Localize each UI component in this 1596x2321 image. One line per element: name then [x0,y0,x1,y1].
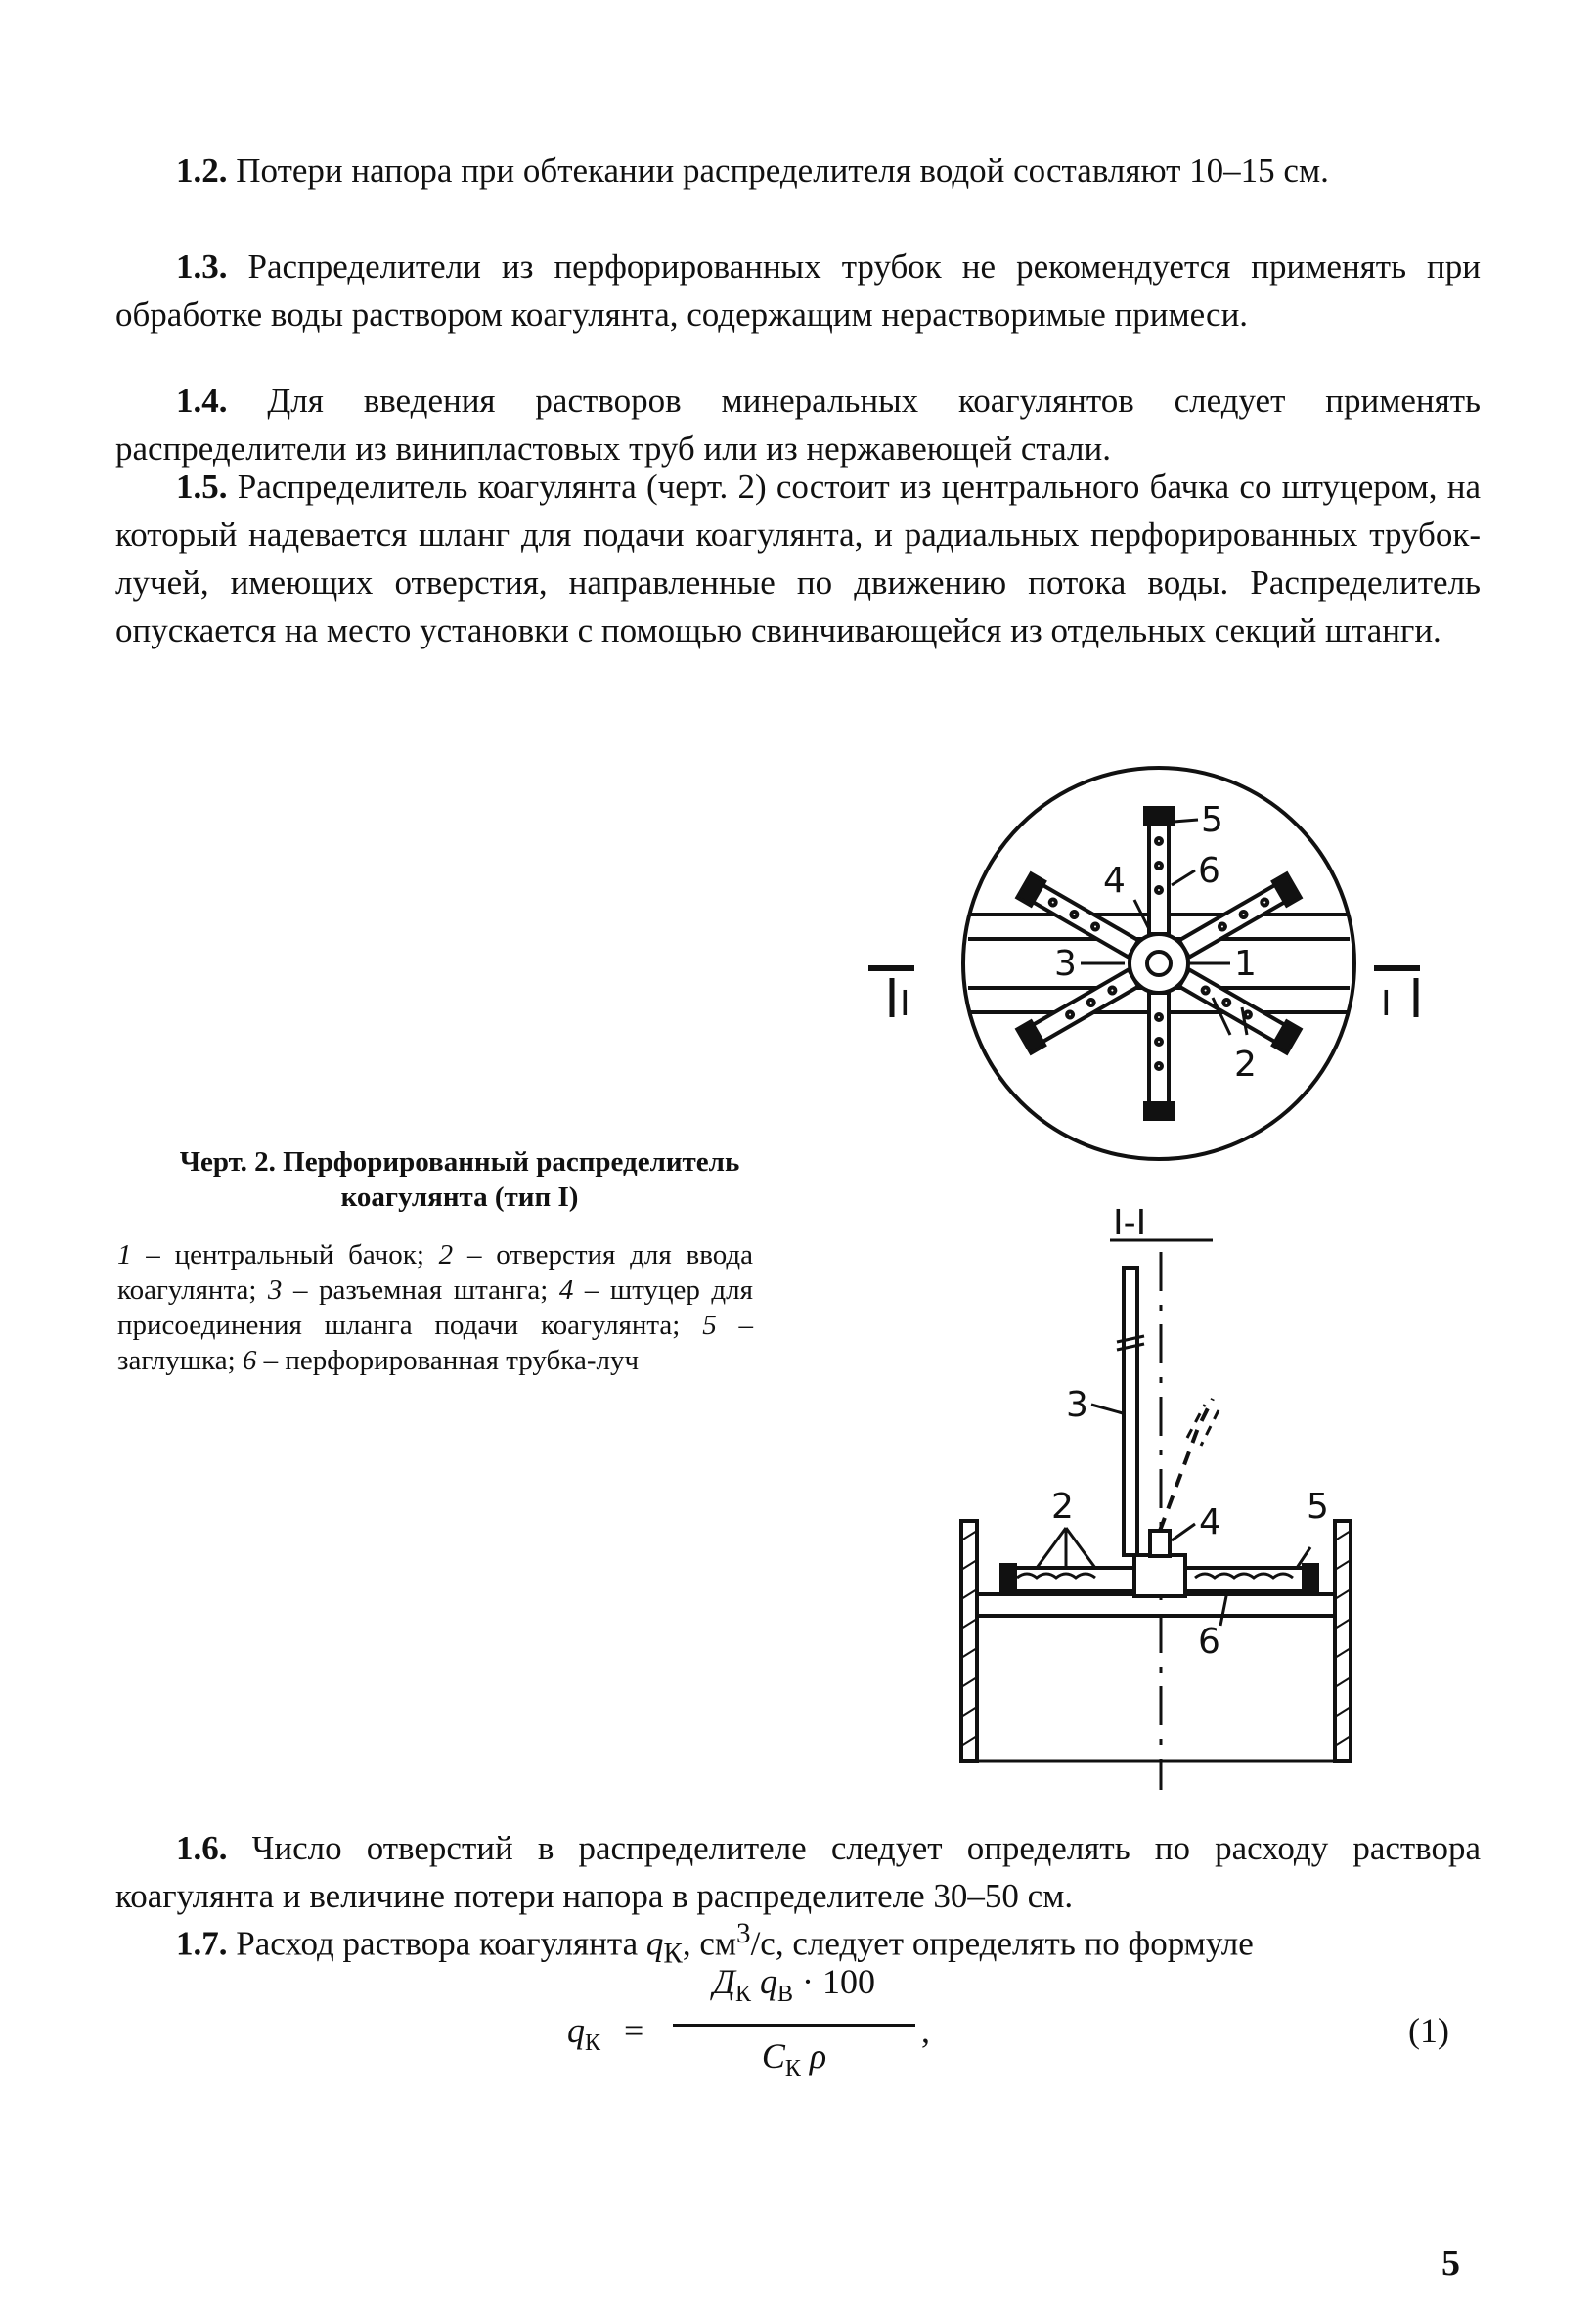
plan-label-6: 6 [1198,851,1220,891]
formula-1: $q_К$ = $Д_К$ $q_В \cdot 100$ $С_К$ ρ , [567,1962,930,2082]
figure-caption-title: Черт. 2. Перфорированный распределитель коагулянта (тип I) [179,1146,740,1213]
section-label-5: 5 [1307,1487,1329,1527]
central-tank-inner [1147,952,1171,975]
paragraph-1-5: 1.5. Распределитель коагулянта (черт. 2) состоит из центрального бачка со штуцером, на который надевается шланг для подачи коагулянта, и радиальных перфорированных трубок-лучей, имеющих отверстия, направленные по движению потока воды. Распределитель опускается на место установки с помощью свинчивающейся из отдельных секций штанги. [115,468,1481,649]
section-view [961,1252,1351,1790]
section-label-2: 2 [1051,1487,1074,1527]
paragraph-1-4: 1.4. Для введения растворов минеральных коагулянтов следует применять распределители из винипластовых труб или из нержавеющей стали. [115,381,1482,468]
formula-denominator: $С_К$ ρ [761,2036,827,2082]
plan-label-1: 1 [1234,944,1257,984]
plug-bottom [1145,1103,1173,1119]
wall-left [961,1521,977,1761]
wall-right [1335,1521,1351,1761]
ray-right [1185,1568,1317,1591]
ray-left [1005,1568,1137,1591]
plan-label-5: 5 [1201,800,1223,840]
section-mark-right: I [1381,984,1392,1024]
section-label-6: 6 [1198,1622,1220,1662]
page-number: 5 [1441,2243,1460,2284]
plug-left [1001,1565,1015,1594]
figure-caption-legend: 1 – центральный бачок; 2 – отверстия для ввода коагулянта; 3 – разъемная штанга; 4 – штуцер для присоединения шланга подачи коагулянта; 5 – заглушка; 6 – перфорированная трубка-луч [117,1239,754,1376]
plan-view [868,768,1420,1159]
plan-label-3: 3 [1054,944,1077,984]
paragraph-1-3: 1.3. Распределители из перфорированных трубок не рекомендуется применять при обработке воды раствором коагулянта, содержащим нерастворимые примеси. [115,247,1481,334]
equation-number: (1) [1408,2011,1449,2050]
rod [1124,1268,1137,1555]
paragraph-1-7: 1.7. Расход раствора коагулянта $q_К$, $см^3/с$, следует определять по формуле [176,1918,1254,1970]
fitting [1150,1531,1170,1556]
plug-right [1304,1565,1317,1594]
paragraph-1-2: 1.2. Потери напора при обтекании распределителя водой составляют 10–15 см. [176,152,1329,190]
section-title: I-I [1113,1203,1147,1243]
plug-top [1145,808,1173,824]
fraction-bar [673,2024,915,2027]
plan-label-2: 2 [1234,1045,1257,1085]
section-label-4: 4 [1199,1502,1221,1542]
formula-numerator: $Д_К$ $q_В \cdot 100$ [713,1962,875,2008]
section-central-tank [1134,1555,1185,1596]
paragraph-1-6: 1.6. Число отверстий в распределителе следует определять по расходу раствора коагулянта и величине потери напора в распределителе 30–50 см. [115,1829,1482,1915]
section-mark-left: I [900,984,910,1024]
section-label-3: 3 [1066,1385,1088,1425]
plan-label-4: 4 [1103,861,1126,901]
